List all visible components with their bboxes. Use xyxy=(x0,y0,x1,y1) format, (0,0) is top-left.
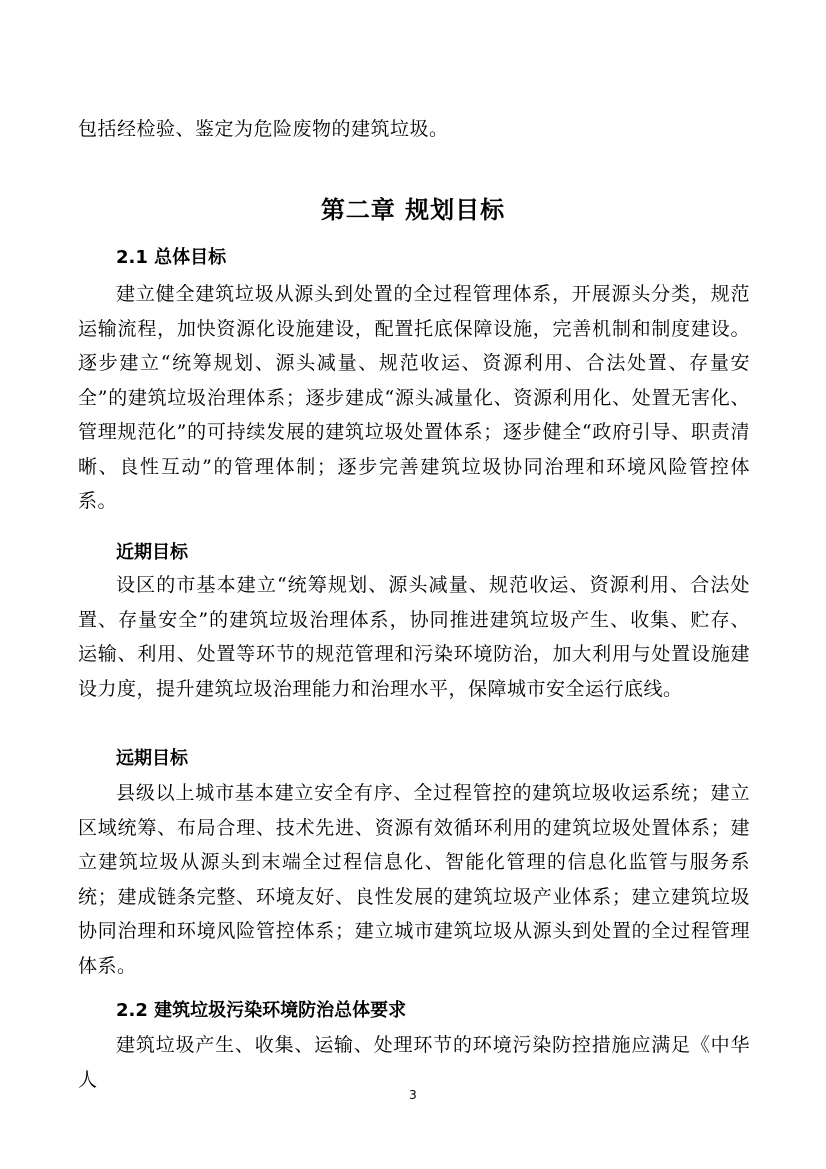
continuation-paragraph: 包括经检验、鉴定为危险废物的建筑垃圾。 xyxy=(78,118,449,140)
near-term-paragraph: 设区的市基本建立“统筹规划、源头减量、规范收运、资源利用、合法处置、存量安全”的建筑垃圾治理体系，协同推进建筑垃圾产生、收集、贮存、运输、利用、处置等环节的规范管理和污染环境防治，加大利用与处置设施建设力度，提升建筑垃圾治理能力和治理水平，保障城市安全运行底线。 xyxy=(78,574,750,700)
long-term-paragraph: 县级以上城市基本建立安全有序、全过程管控的建筑垃圾收运系统；建立区域统筹、布局合理、技术先进、资源有效循环利用的建筑垃圾处置体系；建立建筑垃圾从源头到末端全过程信息化、智能化管理的信息化监管与服务系统；建成链条完整、环境友好、良性发展的建筑垃圾产业体系；建立建筑垃圾协同治理和环境风险管控体系；建立城市建筑垃圾从源头到处置的全过程管理体系。 xyxy=(78,782,750,977)
page-number: 3 xyxy=(409,1088,417,1102)
overall-goal-paragraph: 建立健全建筑垃圾从源头到处置的全过程管理体系，开展源头分类，规范运输流程，加快资源化设施建设，配置托底保障设施，完善机制和制度建设。逐步建立“统筹规划、源头减量、规范收运、资源利用、合法处置、存量安全”的建筑垃圾治理体系；逐步建成“源头减量化、资源利用化、处置无害化、管理规范化”的可持续发展的建筑垃圾处置体系；逐步健全“政府引导、职责清晰、良性互动”的管理体制；逐步完善建筑垃圾协同治理和环境风险管控体系。 xyxy=(78,283,750,512)
near-term-heading: 近期目标 xyxy=(116,542,188,563)
pollution-requirements-paragraph: 建筑垃圾产生、收集、运输、处理环节的环境污染防控措施应满足《中华人 xyxy=(78,1034,750,1091)
section-heading-2-2: 2.2 建筑垃圾污染环境防治总体要求 xyxy=(116,1000,407,1021)
long-term-heading: 远期目标 xyxy=(116,748,188,769)
section-heading-2-1: 2.1 总体目标 xyxy=(116,247,227,268)
chapter-title: 第二章 规划目标 xyxy=(320,196,506,224)
